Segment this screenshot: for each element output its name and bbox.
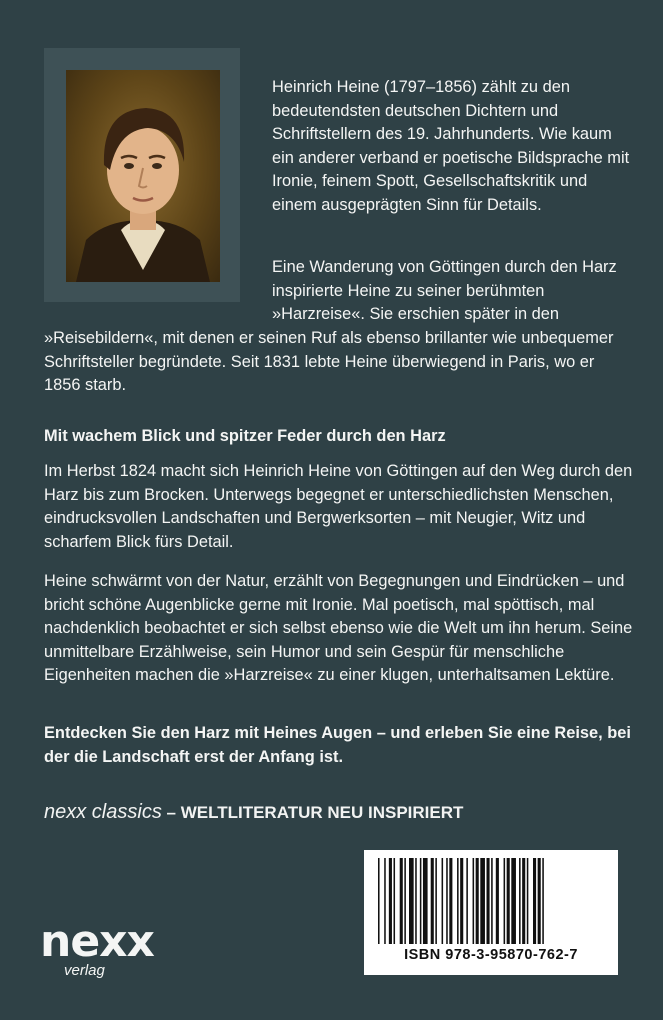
barcode-bar xyxy=(435,858,437,944)
intro-paragraph-1: Heinrich Heine (1797–1856) zählt zu den bedeutendsten deutschen Dichtern und Schriftstellern des 19. Jahrhunderts. Wie kaum ein anderer verband er poetische Bildsprache mit Ironie, feinem Spott, Gesellschaftskritik und einem ausgeprägten Sinn für Details. xyxy=(272,78,630,214)
barcode-bar xyxy=(460,858,463,944)
barcode-bar xyxy=(446,858,448,944)
portrait-frame xyxy=(44,48,240,302)
barcode-bar xyxy=(415,858,417,944)
logo-wordmark: nexx xyxy=(40,916,154,967)
series-tagline xyxy=(44,798,463,827)
barcode-bar xyxy=(389,858,392,944)
intro-paragraph-2-part-2: »Reisebildern«, mit denen er seinen Ruf als ebenso brillanter wie unbequemer Schriftsteller begründete. Seit 1831 lebte Heine überwiegend in Paris, wo er 1856 starb. xyxy=(44,329,614,395)
barcode-bar xyxy=(542,858,544,944)
body-paragraph-2: Heine schwärmt von der Natur, erzählt von Begegnungen und Eindrücken – und bricht schöne Augenblicke gerne mit Ironie. Mal poetisch, mal spöttisch, mal nachdenklich beobachtet er sich selbst ebenso wie die Welt um ihn herum. Seine unmittelbare Erzählweise, sein Humor und sein Gespür für menschliche Eigenheiten machen die »Harzreise« zu einer klugen, unterhaltsamen Lektüre. xyxy=(44,572,633,685)
barcode-bar xyxy=(473,858,475,944)
barcode-bar xyxy=(466,858,468,944)
barcode-bar xyxy=(404,858,406,944)
barcode-bar xyxy=(449,858,452,944)
barcode-bar xyxy=(519,858,521,944)
barcode-bar xyxy=(378,858,380,944)
isbn-barcode xyxy=(364,850,618,975)
barcode-bar xyxy=(409,858,414,944)
isbn-label: ISBN 978-3-95870-762-7 xyxy=(404,947,578,963)
barcode-bar xyxy=(423,858,428,944)
barcode-bar xyxy=(457,858,459,944)
series-brand: nexx classics xyxy=(44,801,162,823)
barcode-bar xyxy=(496,858,499,944)
barcode-bar xyxy=(431,858,434,944)
barcode-bar xyxy=(476,858,479,944)
author-portrait xyxy=(66,70,220,282)
publisher-logo xyxy=(40,916,154,990)
barcode-bar xyxy=(394,858,396,944)
barcode-bar xyxy=(384,858,386,944)
barcode-bar xyxy=(511,858,516,944)
barcode-bar xyxy=(507,858,510,944)
barcode-bar xyxy=(480,858,485,944)
barcode-bar xyxy=(491,858,493,944)
barcode-bar xyxy=(442,858,444,944)
logo-subtitle: verlag xyxy=(64,962,105,979)
barcode-bar xyxy=(522,858,525,944)
section-heading: Mit wachem Blick und spitzer Feder durch den Harz xyxy=(44,427,446,445)
barcode-bar xyxy=(533,858,536,944)
barcode-bar xyxy=(527,858,529,944)
barcode-bar xyxy=(400,858,403,944)
barcode-bar xyxy=(487,858,490,944)
body-paragraph-3: Entdecken Sie den Harz mit Heines Augen – und erleben Sie eine Reise, bei der die Landschaft erst der Anfang ist. xyxy=(44,724,631,766)
body-paragraph-1: Im Herbst 1824 macht sich Heinrich Heine von Göttingen auf den Weg durch den Harz bis zum Brocken. Unterwegs begegnet er unterschiedlichsten Menschen, eindrucksvollen Landschaften und Bergwerksorten – mit Neugier, Witz und scharfem Blick fürs Detail. xyxy=(44,462,633,551)
barcode-bar xyxy=(538,858,541,944)
barcode-bar xyxy=(504,858,506,944)
intro-paragraph-2-part-1: Eine Wanderung von Göttingen durch den Harz inspirierte Heine zu seiner berühmten »Harzreise«. Sie erschien später in den xyxy=(272,258,617,324)
barcode-bars xyxy=(378,858,604,944)
series-slogan: – WELTLITERATUR NEU INSPIRIERT xyxy=(161,803,464,822)
barcode-bar xyxy=(420,858,422,944)
